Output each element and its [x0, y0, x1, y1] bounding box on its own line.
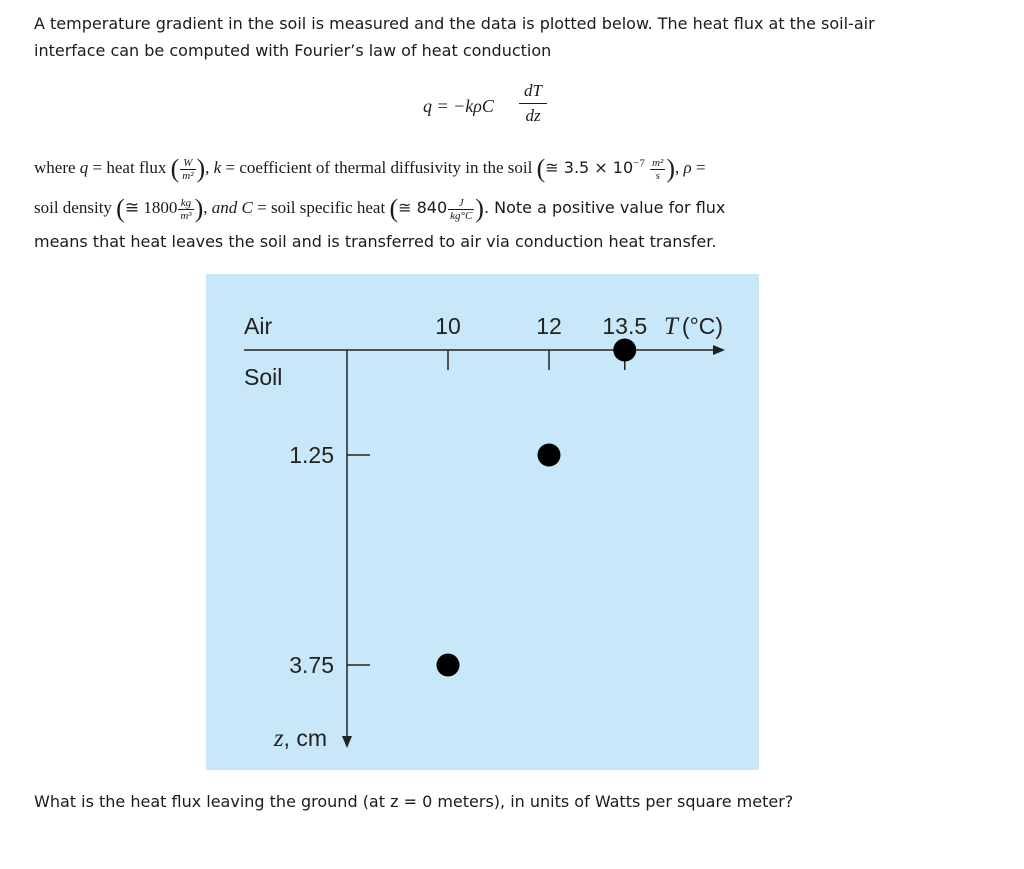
x-tick-label: 13.5: [602, 313, 648, 339]
equation-lhs: q = −kρC: [423, 96, 494, 116]
definitions-line-3: means that heat leaves the soil and is transferred to air via conduction heat transfer.: [34, 232, 717, 251]
c-name: soil specific heat: [270, 198, 386, 217]
c-symbol: C: [241, 198, 253, 217]
y-axis-label: z, cm: [273, 725, 327, 752]
where-word: where: [34, 158, 76, 177]
rho-unit: $\frac{kg}{\text{m³}}$: [180, 196, 192, 222]
temperature-profile-figure: [206, 274, 759, 770]
rho-name: soil density: [34, 198, 112, 217]
x-tick-label: 10: [435, 313, 461, 339]
c-unit: $\frac{J}{kg^\circ C}$: [450, 196, 473, 222]
equals-sign: =: [92, 158, 103, 177]
fourier-equation: [423, 80, 623, 134]
k-name: coefficient of thermal diffusivity in the soil: [239, 158, 533, 177]
fraction-bar: [519, 103, 547, 104]
y-tick-label: 1.25: [289, 442, 334, 468]
rho-symbol: ρ: [683, 158, 692, 177]
k-value: ≅ 3.5 × 10: [545, 158, 634, 177]
temperature-profile-chart: [206, 274, 759, 770]
intro-line-2: interface can be computed with Fourier’s law of heat conduction: [34, 41, 552, 60]
q-name: heat flux: [106, 158, 167, 177]
k-symbol: k: [213, 158, 222, 177]
k-unit: $\frac{\text{m²}}{s}$: [652, 156, 664, 182]
definitions-line-1: where q = heat flux ( $\frac{W}{\text{m²}}$ ), k = coefficient of thermal diffusivity in the soil (≅ $3.5 \times 10^{-7}$ $\frac{\text{m²}}{s}$ ), ρ =: [34, 154, 706, 183]
equation-denominator: dz: [525, 106, 541, 125]
definitions-line-2: soil density (≅ 1800 $\frac{kg}{\text{m³}}$ ), and C = soil specific heat (≅ 840 $\frac{J}{kg^\circ C}$ ). Note a positive value for flux: [34, 194, 726, 223]
x-axis-label: T (°C): [664, 313, 724, 340]
equation-fraction: [519, 80, 547, 127]
and-word: and: [211, 198, 238, 217]
intro-paragraph: [34, 10, 994, 64]
rho-value: ≅ 1800: [124, 198, 178, 217]
intro-line-1: A temperature gradient in the soil is measured and the data is plotted below. The heat flux at the soil-air: [34, 14, 875, 33]
x-tick-label: 12: [536, 313, 562, 339]
k-exponent: −7: [633, 157, 645, 170]
chart-marks: [289, 313, 647, 678]
data-point: [613, 339, 636, 362]
data-point: [437, 654, 460, 677]
q-symbol: q: [79, 158, 89, 177]
data-point: [538, 444, 561, 467]
y-tick-label: 3.75: [289, 652, 334, 678]
flux-note: . Note a positive value for flux: [483, 198, 726, 217]
soil-label: Soil: [244, 364, 283, 390]
q-unit: $\frac{W}{\text{m²}}$: [182, 156, 194, 182]
question-text: What is the heat flux leaving the ground (at z = 0 meters), in units of Watts per square meter?: [34, 792, 794, 811]
air-label: Air: [244, 313, 273, 339]
equation-numerator: dT: [524, 81, 542, 100]
c-value: ≅ 840: [398, 198, 448, 217]
